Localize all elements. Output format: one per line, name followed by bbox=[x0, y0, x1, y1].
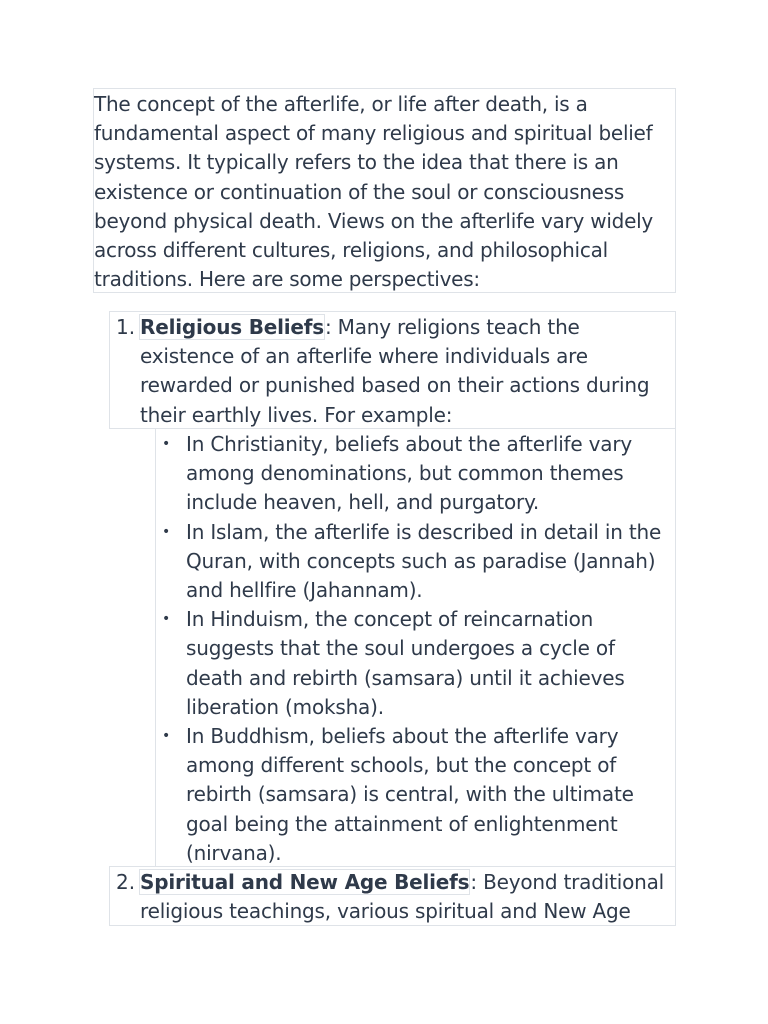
list-item-title: Religious Beliefs bbox=[140, 315, 324, 339]
bullet-text: In Hinduism, the concept of reincarnation suggests that the soul undergoes a cycle of death and rebirth (samsara) until it achieves liberation (moksha). bbox=[186, 607, 625, 719]
bullet-icon: • bbox=[162, 523, 171, 540]
list-item-body bbox=[140, 868, 671, 926]
bullet-item-hinduism bbox=[156, 605, 676, 722]
bullet-icon: • bbox=[162, 728, 171, 745]
bullet-text: In Christianity, beliefs about the afterlife vary among denominations, but common themes include heaven, hell, and purgatory. bbox=[186, 432, 633, 515]
bullet-list-border bbox=[675, 429, 676, 866]
bullet-text: In Buddhism, beliefs about the afterlife vary among different schools, but the concept of rebirth (samsara) is central, with the ultimate goal being the attainment of enlightenment (nirvana). bbox=[186, 724, 634, 865]
list-item-religious-beliefs bbox=[109, 311, 676, 429]
list-item-body bbox=[140, 313, 671, 430]
list-item-text: : Beyond traditional religious teachings, various spiritual and New Age bbox=[140, 870, 665, 924]
list-item-text: : Many religions teach the existence of an afterlife where individuals are rewarded or punished based on their actions during their earthly lives. For example: bbox=[140, 315, 650, 427]
list-item-title: Spiritual and New Age Beliefs bbox=[140, 870, 470, 894]
bullet-text: In Islam, the afterlife is described in detail in the Quran, with concepts such as paradise (Jannah) and hellfire (Jahannam). bbox=[186, 519, 662, 603]
bullet-icon: • bbox=[162, 611, 171, 628]
list-number: 1. bbox=[116, 315, 136, 339]
list-item-spiritual-new-age bbox=[109, 866, 676, 926]
bullet-item-buddhism bbox=[156, 722, 676, 868]
bullet-icon: • bbox=[162, 436, 171, 452]
bullet-list bbox=[156, 430, 676, 868]
list-number: 2. bbox=[116, 870, 136, 894]
intro-paragraph: The concept of the afterlife, or life after death, is a fundamental aspect of many religious and spiritual belief systems. It typically refers to the idea that there is an existence or continuation of the soul or consciousness beyond physical death. Views on the afterlife vary widely across different cultures, religions, and philosophical traditions. Here are some perspectives: bbox=[93, 88, 676, 293]
bullet-item-islam bbox=[156, 518, 676, 606]
bullet-list-container bbox=[155, 429, 676, 866]
bullet-item-christianity bbox=[156, 430, 676, 518]
